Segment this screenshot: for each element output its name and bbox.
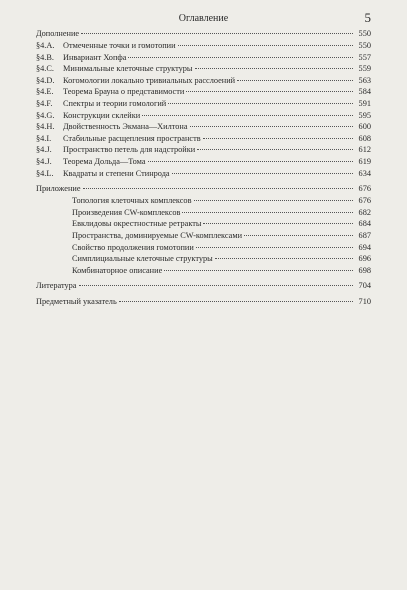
toc-entry-page: 595 [358,110,371,120]
toc-entry-page: 682 [358,207,371,217]
leader-dots [164,270,353,271]
toc-entry [36,253,371,265]
toc-section-appendix [36,183,371,276]
toc-entry-page: 600 [358,122,371,132]
toc-entry-title: Минимальные клеточные структуры [63,64,193,74]
toc-entry-page: 608 [358,133,371,143]
toc-entry-title: Когомологии локально тривиальных расслоений [63,75,236,85]
toc-entry-number: §4.H. [36,122,55,132]
leader-dots [148,161,354,162]
toc-entry-title: Приложение [36,184,81,194]
toc-entry [36,242,371,254]
toc-entry-number: §4.F. [36,98,53,108]
leader-dots [194,200,354,201]
toc-entry-appendix [36,183,371,195]
leader-dots [203,138,353,139]
toc-entry-title: Стабильные расщепления пространств [63,133,201,143]
toc-entry-page: 563 [358,75,371,85]
toc-entry-page: 634 [358,168,371,178]
toc-entry-title: Конструкции склейки [63,110,141,120]
toc-entry-number: §4.B. [36,52,54,62]
leader-dots [81,33,353,34]
leader-dots [237,80,353,81]
toc-entry [36,265,371,277]
toc-entry-title: Двойственность Экмана—Хилтона [63,122,188,132]
toc-entry [36,156,371,168]
toc-entry-title: Пространство петель для надстройки [63,145,196,155]
toc-entry-title: Пространства, доминируемые CW-комплексами [72,230,243,240]
running-title: Оглавление [178,13,229,24]
table-of-contents [36,28,371,312]
toc-entry [36,110,371,122]
toc-entry [36,230,371,242]
toc-entry-title: Теорема Брауна о представимости [63,87,185,97]
leader-dots [172,173,353,174]
toc-entry-title: Отмеченные точки и гомотопии [63,41,176,50]
toc-entry-page: 550 [358,41,371,50]
toc-entry-title: Комбинаторное описание [72,265,163,275]
toc-entry-title: Инвариант Хопфа [63,52,127,62]
toc-entry-page: 704 [358,281,371,291]
toc-entry-page: 591 [358,98,371,108]
toc-entry [36,218,371,230]
toc-entry [36,207,371,219]
toc-entry-page: 687 [358,230,371,240]
toc-entry-number: §4.D. [36,75,55,85]
toc-entry-title: Теорема Дольда—Тома [63,156,146,166]
toc-entry-page: 694 [358,242,371,252]
toc-entry [36,86,371,98]
toc-entry [36,40,371,52]
toc-entry [36,75,371,87]
toc-entry-addendum [36,28,371,40]
toc-section-index [36,296,371,308]
toc-entry-index [36,296,371,308]
toc-entry [36,121,371,133]
leader-dots [215,258,353,259]
leader-dots [178,45,353,46]
toc-entry-page: 612 [358,145,371,155]
toc-section-literature [36,280,371,292]
toc-entry-number: §4.J. [36,156,52,166]
toc-entry-page: 557 [358,52,371,62]
toc-entry-number: §4.I. [36,133,52,143]
page-number: 5 [364,10,371,25]
toc-entry-title: Топология клеточных комплексов [72,196,192,206]
toc-entry-page: 559 [358,64,371,74]
leader-dots [197,149,353,150]
leader-dots [196,247,353,248]
leader-dots [182,212,353,213]
toc-entry [36,52,371,64]
leader-dots [244,235,353,236]
toc-entry-number: §4.G. [36,110,55,120]
toc-entry [36,195,371,207]
leader-dots [190,126,353,127]
toc-entry-number: §4.C. [36,64,54,74]
toc-entry [36,144,371,156]
toc-entry-title: Произведения CW-комплексов [72,207,181,217]
toc-entry-page: 676 [358,196,371,206]
toc-entry [36,133,371,145]
toc-entry [36,98,371,110]
toc-entry-literature [36,280,371,292]
leader-dots [79,285,354,286]
toc-entry-number: §4.J. [36,145,52,155]
toc-entry-page: 684 [358,219,371,229]
toc-entry-title: Симплициальные клеточные структуры [72,254,213,264]
toc-entry [36,63,371,75]
toc-entry [36,168,371,180]
toc-entry-page: 696 [358,254,371,264]
toc-entry-title: Предметный указатель [36,297,117,307]
leader-dots [195,68,354,69]
toc-entry-page: 676 [358,184,371,194]
leader-dots [128,57,353,58]
toc-entry-title: Свойство продолжения гомотопии [72,242,194,252]
toc-entry-page: 584 [358,87,371,97]
leader-dots [168,103,353,104]
leader-dots [186,91,353,92]
addendum-list [36,40,371,179]
toc-entry-number: §4.A. [36,41,55,50]
leader-dots [83,188,353,189]
toc-entry-title: Литература [36,281,77,291]
toc-entry-page: 698 [358,265,371,275]
appendix-list [36,195,371,276]
leader-dots [142,115,353,116]
leader-dots [119,301,353,302]
toc-entry-title: Дополнение [36,29,80,38]
toc-entry-number: §4.L. [36,168,54,178]
leader-dots [203,223,353,224]
toc-entry-title: Квадраты и степени Стинрода [63,168,170,178]
toc-entry-number: §4.E. [36,87,54,97]
toc-entry-page: 710 [358,297,371,307]
toc-entry-page: 550 [358,29,371,38]
toc-entry-title: Спектры и теории гомологий [63,98,167,108]
toc-entry-title: Евклидовы окрестностные ретракты [72,219,202,229]
toc-entry-page: 619 [358,156,371,166]
toc-section-addendum [36,28,371,179]
